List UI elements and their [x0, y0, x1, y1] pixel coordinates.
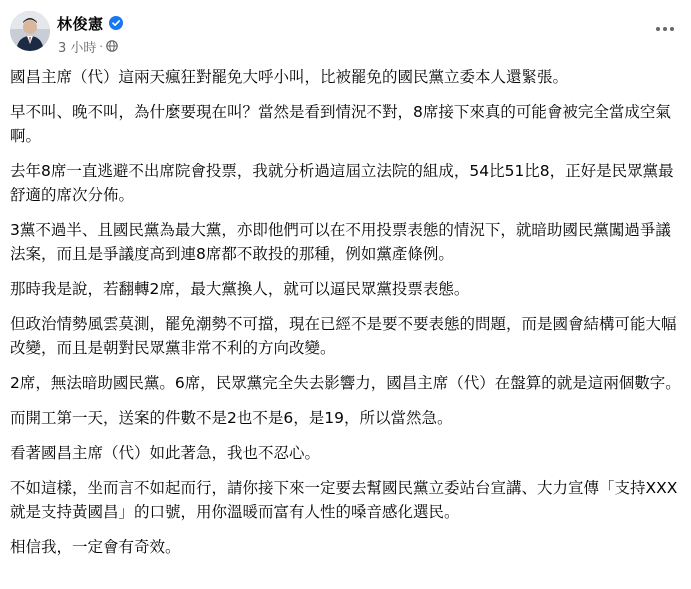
post-header	[10, 11, 681, 61]
post-paragraph: 3黨不過半、且國民黨為最大黨，亦即他們可以在不用投票表態的情況下，就暗助國民黨闖過爭議法案，而且是爭議度高到連8席都不敢投的那種，例如黨產條例。	[10, 221, 671, 263]
post-paragraph: 看著國昌主席（代）如此著急，我也不忍心。	[10, 444, 321, 462]
profile-photo-icon	[10, 11, 50, 51]
author-name[interactable]: 林俊憲	[57, 14, 104, 33]
post-paragraph: 去年8席一直逃避不出席院會投票，我就分析過這屆立法院的組成，54比51比8，正好是民眾黨最舒適的席次分佈。	[10, 162, 674, 204]
globe-icon[interactable]	[106, 40, 118, 52]
post-paragraph: 但政治情勢風雲莫測，罷免潮勢不可擋，現在已經不是要不要表態的問題，而是國會結構可能大幅改變，而且是朝對民眾黨非常不利的方向改變。	[10, 315, 677, 357]
post-meta	[58, 38, 118, 54]
avatar[interactable]	[10, 11, 50, 51]
post-paragraph: 早不叫、晚不叫，為什麼要現在叫？當然是看到情況不對，8席接下來真的可能會被完全當成空氣啊。	[10, 103, 671, 145]
post-paragraph: 相信我，一定會有奇效。	[10, 538, 181, 556]
meta-separator: ·	[99, 39, 103, 53]
more-horizontal-icon	[655, 26, 675, 32]
post-paragraph: 2席，無法暗助國民黨。6席，民眾黨完全失去影響力，國昌主席（代）在盤算的就是這兩個數字。	[10, 374, 681, 392]
post-text	[10, 65, 685, 570]
post-paragraph: 而開工第一天，送案的件數不是2也不是6，是19，所以當然急。	[10, 409, 453, 427]
more-options-button[interactable]	[651, 19, 679, 39]
post-paragraph: 不如這樣，坐而言不如起而行，請你接下來一定要去幫國民黨立委站台宣講、大力宣傳「支持XXX就是支持黃國昌」的口號，用你溫暖而富有人性的嗓音感化選民。	[10, 479, 678, 521]
post-paragraph: 國昌主席（代）這兩天瘋狂對罷免大呼小叫，比被罷免的國民黨立委本人還緊張。	[10, 68, 569, 86]
post-timestamp[interactable]: 3 小時	[58, 40, 97, 56]
post-paragraph: 那時我是說，若翻轉2席，最大黨換人，就可以逼民眾黨投票表態。	[10, 280, 470, 298]
verified-badge-icon	[109, 16, 123, 30]
author-row	[57, 13, 123, 33]
